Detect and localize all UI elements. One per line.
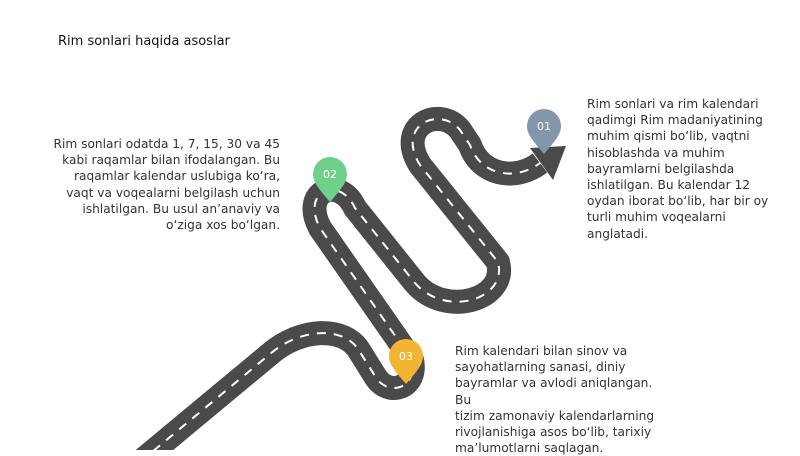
text-line: ishlatilgan. Bu usul an’anaviy va bbox=[82, 201, 280, 216]
text-line: raqamlar kalendar uslubiga ko‘ra, bbox=[74, 169, 280, 184]
text-line: anglatadi. bbox=[587, 226, 649, 241]
svg-text:03: 03 bbox=[399, 350, 413, 363]
text-line: ma’lumotlarni saqlagan. bbox=[455, 441, 604, 456]
text-line: muhim qismi bo‘lib, vaqtni bbox=[587, 129, 750, 144]
text-line: qadimgi Rim madaniyatining bbox=[587, 113, 763, 128]
text-line: Rim kalendari bilan sinov va bbox=[455, 344, 628, 358]
text-line: rivojlanishiga asos bo‘lib, tarixiy bbox=[455, 425, 652, 440]
text-line: Rim sonlari va rim kalendari bbox=[587, 97, 759, 111]
svg-text:02: 02 bbox=[323, 168, 337, 181]
text-block-bottom bbox=[455, 343, 665, 456]
text-line: Rim sonlari odatda 1, 7, 15, 30 va 45 bbox=[53, 137, 280, 151]
text-line: o‘ziga xos bo‘lgan. bbox=[166, 218, 280, 233]
text-line: tizim zamonaviy kalendarlarning bbox=[455, 408, 655, 423]
text-line: bayramlar va avlodi aniqlangan. Bu bbox=[455, 376, 653, 407]
text-block-left bbox=[40, 136, 280, 233]
text-line: oydan iborat bo‘lib, har bir oy bbox=[587, 194, 769, 209]
text-line: kabi raqamlar bilan ifodalangan. Bu bbox=[62, 153, 280, 168]
text-block-right bbox=[587, 96, 787, 242]
text-line: vaqt va voqealarni belgilash uchun bbox=[66, 185, 280, 200]
svg-text:01: 01 bbox=[537, 120, 551, 133]
text-line: turli muhim voqealarni bbox=[587, 210, 726, 225]
text-line: bayramlarni belgilashda bbox=[587, 161, 735, 176]
text-line: sayohatlarning sanasi, diniy bbox=[455, 360, 626, 375]
page-title: Rim sonlari haqida asoslar bbox=[58, 34, 230, 49]
text-line: ishlatilgan. Bu kalendar 12 bbox=[587, 178, 751, 193]
text-line: hisoblashda va muhim bbox=[587, 145, 725, 160]
